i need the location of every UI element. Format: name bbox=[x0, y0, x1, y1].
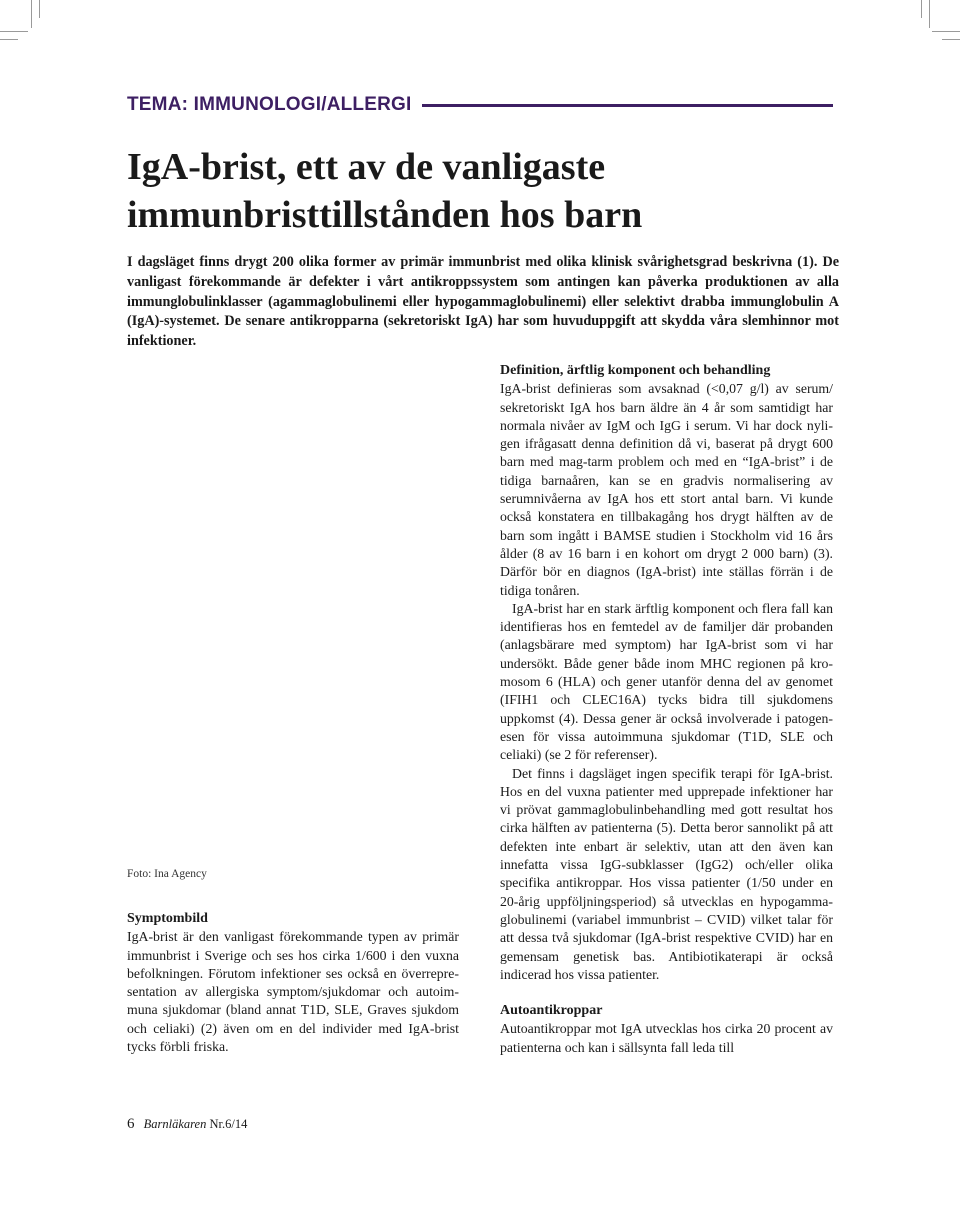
right-column bbox=[500, 362, 833, 1057]
journal-name: Barnläkaren bbox=[143, 1117, 207, 1131]
therapy-paragraph: Det finns i dagsläget ingen specifik terapi för IgA-brist. Hos en del vuxna patienter med upprepade infektioner har vi prövat gammaglobulinbehandling med gott resultat hos cirka hälften av patienterna (5). Detta beror sannolikt på att defekten inte enbart är selektiv, utan att den även kan innefatta vissa IgG-subklasser (IgG2) och/eller olika specifika antikroppar. Hos vissa patienter (1/50 under en 20-årig uppföljningsperiod) så utvecklas en hypogammaglobulinemi (variabel immunbrist – CVID) vilket talar för att dessa två sjukdomar (IgA-brist respektive CVID) har en gemensam genetisk bas. Antibiotikaterapi är också indicerad hos vissa patienter. bbox=[500, 765, 833, 982]
photo-credit: Foto: Ina Agency bbox=[127, 868, 207, 880]
crop-mark-top-right-vertical bbox=[929, 0, 930, 28]
article-title bbox=[127, 143, 833, 239]
page-footer bbox=[127, 1116, 247, 1133]
article-title-line-1: IgA-brist, ett av de vanligaste bbox=[127, 146, 606, 188]
definition-paragraph: IgA-brist definieras som avsaknad (<0,07 g/l) av serum/ sekretoriskt IgA hos barn äldre än 4 år som samtidigt har normala nivåer av IgM och IgG i serum. Vi har dock nyligen ifrågasatt denna definition då vi, baserat på drygt 600 barn med mag-tarm problem och med en “IgA-brist” i de tidiga barnaåren, kan se en gradvis normalisering av serumnivåerna av IgA hos ett stort antal barn. Vi kunde också konstatera en tillbakagång hos drygt hälften av de barn som ingått i BAMSE studien i Stockholm vid 16 års ålder (8 av 16 barn i en kohort om drygt 2 000 barn) (3). Därför bör en diagnos (IgA-brist) inte ställas förrän i de tidiga tonåren. bbox=[500, 381, 833, 598]
symptoms-paragraph: IgA-brist är den vanligast förekommande typen av primär immunbrist i Sverige och ses hos cirka 1/600 i den vuxna befolkningen. Förutom infektioner ses också en överrepresentation av allergiska symptom/sjukdomar och autoimmuna sjukdomar (bland annat T1D, SLE, Graves sjukdom och celiaki) (2) även om en del individer med IgA-brist tycks förbli friska. bbox=[127, 929, 459, 1055]
definition-heading: Definition, ärftlig komponent och behandling bbox=[500, 363, 771, 378]
crop-mark-top-right-horizontal-inner bbox=[942, 39, 960, 40]
symptoms-heading: Symptombild bbox=[127, 911, 208, 926]
crop-mark-top-left-horizontal-inner bbox=[0, 39, 18, 40]
article-title-line-2: immunbristtillstånden hos barn bbox=[127, 194, 643, 236]
autoantibodies-paragraph: Autoantikroppar mot IgA utvecklas hos cirka 20 procent av patienterna och kan i sällsynta fall leda till bbox=[500, 1021, 833, 1055]
crop-mark-top-left-vertical-inner bbox=[39, 0, 40, 18]
journal-issue: Nr.6/14 bbox=[209, 1117, 248, 1131]
article-lede: I dagsläget finns drygt 200 olika former av primär immunbrist med olika klinisk svårighetsgrad beskrivna (1). De vanligast förekommande är defekter i vårt antikroppssystem som antingen kan påverka produktionen av alla immunglobulinklasser (agammaglobulinemi eller hypogammaglobulinemi) eller selektivt drabba immunglobulin A (IgA)-systemet. De senare antikropparna (sekretoriskt IgA) har som huvuduppgift att skydda våra slemhinnor mot infektioner. bbox=[127, 254, 839, 350]
heredity-paragraph: IgA-brist har en stark ärftlig komponent och flera fall kan identifieras hos en femtedel av de familjer där probanden (anlagsbärare med symptom) har IgA-brist som vi har undersökt. Både gener både inom MHC regionen på kromosom 6 (HLA) och gener utanför denna del av genomet (IFIH1 och CLEC16A) tycks bidra till sjukdomens uppkomst (4). Dessa gener är också involverade i patogenesen för vissa autoimmuna sjukdomar (T1D, SLE och celiaki) (se 2 för referenser). bbox=[500, 600, 833, 763]
page-number: 6 bbox=[127, 1116, 135, 1132]
autoantibodies-heading: Autoantikroppar bbox=[500, 1003, 603, 1019]
section-tag-label: TEMA: IMMUNOLOGI/ALLERGI bbox=[127, 94, 412, 115]
section-header bbox=[127, 92, 833, 118]
crop-mark-top-left-horizontal bbox=[0, 31, 28, 32]
crop-mark-top-right-vertical-inner bbox=[921, 0, 922, 18]
left-column bbox=[127, 910, 459, 1056]
section-header-rule bbox=[422, 104, 834, 107]
crop-mark-top-right-horizontal bbox=[932, 31, 960, 32]
crop-mark-top-left-vertical bbox=[31, 0, 32, 28]
